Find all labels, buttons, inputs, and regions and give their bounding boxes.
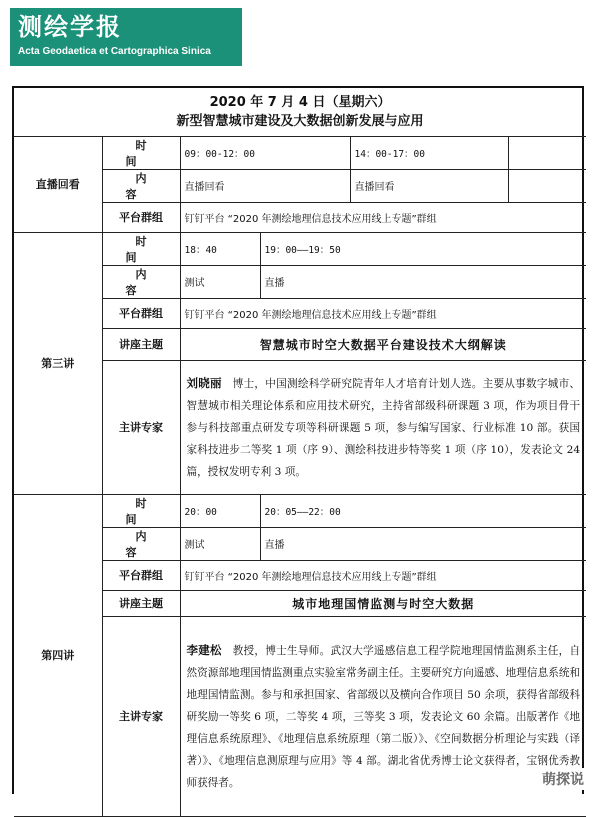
l4-expert: [180, 616, 586, 816]
l4-expert-name: 李建松: [186, 642, 222, 657]
watermark: 萌探说: [538, 768, 588, 790]
live-time-2: 14：00-17：00: [350, 136, 508, 169]
l3-time-row: [14, 232, 586, 265]
platform-label: 平台群组: [102, 560, 180, 590]
lecture3-section-label: 第三讲: [14, 232, 102, 494]
l4-expert-bio: 教授，博士生导师。武汉大学遥感信息工程学院地理国情监测系主任，自然资源部地理国情监测重点实验室常务副主任。主要研究方向遥感、地理信息系统和地理国情监测。参与和承担国家、省部级以及横向合作项目 50 余项，获得省部级科研奖励一等奖 6 项，二等奖 4 项，三等奖 3 项，发表论文 60 余篇。出版著作《地理信息系统原理》、《地理信息系统原理（第二版）》、《空间数据分析理论与实践（译著）》、《地理信息测原理与应用》等 4 部。湖北省优秀博士论文获得者，宝钢优秀教师获得者。: [186, 644, 581, 789]
topic-label: 讲座主题: [102, 590, 180, 616]
live-time-row: [14, 136, 586, 169]
l3-expert-bio: 博士，中国测绘科学研究院青年人才培育计划人选。主要从事数字城市、智慧城市相关理论体系和应用技术研究，主持省部级科研课题 3 项，作为项目骨干参与科技部重点研发专项等科研课题 5 项，参与编写国家、行业标准 10 部。获国家科技进步二等奖 1 项（序 9）、测绘科技进步特等奖 1 项（序 10），发表论文 24 篇，授权发明专利 3 项。: [186, 377, 581, 478]
empty-cell: [508, 136, 586, 169]
content-label: 内 容: [102, 169, 180, 202]
platform-label: 平台群组: [102, 202, 180, 232]
schedule-frame: [12, 86, 584, 794]
l4-content-1: 测试: [180, 527, 260, 560]
l4-platform: 钉钉平台 “2020 年测绘地理信息技术应用线上专题”群组: [180, 560, 586, 590]
l3-topic: 智慧城市时空大数据平台建设技术大纲解读: [180, 328, 586, 360]
live-section-label: 直播回看: [14, 136, 102, 232]
topic-label: 讲座主题: [102, 328, 180, 360]
l3-content-2: 直播: [260, 265, 586, 298]
expert-label: 主讲专家: [102, 360, 180, 494]
title-cell: [14, 88, 586, 136]
journal-title-en: Acta Geodaetica et Cartographica Sinica: [18, 46, 211, 57]
schedule-table: [14, 88, 586, 817]
title-row: [14, 88, 586, 136]
l3-platform: 钉钉平台 “2020 年测绘地理信息技术应用线上专题”群组: [180, 298, 586, 328]
doc-title: 新型智慧城市建设及大数据创新发展与应用: [176, 113, 424, 129]
date-line: 2020 年 7 月 4 日（星期六）: [209, 94, 391, 110]
live-content-2: 直播回看: [350, 169, 508, 202]
empty-cell: [508, 169, 586, 202]
l4-time-row: [14, 494, 586, 527]
expert-label: 主讲专家: [102, 616, 180, 816]
time-label: 时 间: [102, 136, 180, 169]
l3-content-1: 测试: [180, 265, 260, 298]
l4-topic: 城市地理国情监测与时空大数据: [180, 590, 586, 616]
live-platform: 钉钉平台 “2020 年测绘地理信息技术应用线上专题”群组: [180, 202, 586, 232]
platform-label: 平台群组: [102, 298, 180, 328]
l4-content-2: 直播: [260, 527, 586, 560]
l4-time-2: 20：05——22：00: [260, 494, 586, 527]
journal-title-cn: 测绘学报: [18, 13, 122, 41]
l4-time-1: 20：00: [180, 494, 260, 527]
l3-expert: [180, 360, 586, 494]
l3-time-2: 19：00——19：50: [260, 232, 586, 265]
lecture4-section-label: 第四讲: [14, 494, 102, 816]
journal-logo: [10, 8, 242, 66]
l3-expert-name: 刘晓丽: [186, 375, 222, 390]
time-label: 时 间: [102, 494, 180, 527]
live-content-1: 直播回看: [180, 169, 350, 202]
time-label: 时 间: [102, 232, 180, 265]
live-time-1: 09：00-12：00: [180, 136, 350, 169]
content-label: 内 容: [102, 527, 180, 560]
l3-time-1: 18：40: [180, 232, 260, 265]
content-label: 内 容: [102, 265, 180, 298]
